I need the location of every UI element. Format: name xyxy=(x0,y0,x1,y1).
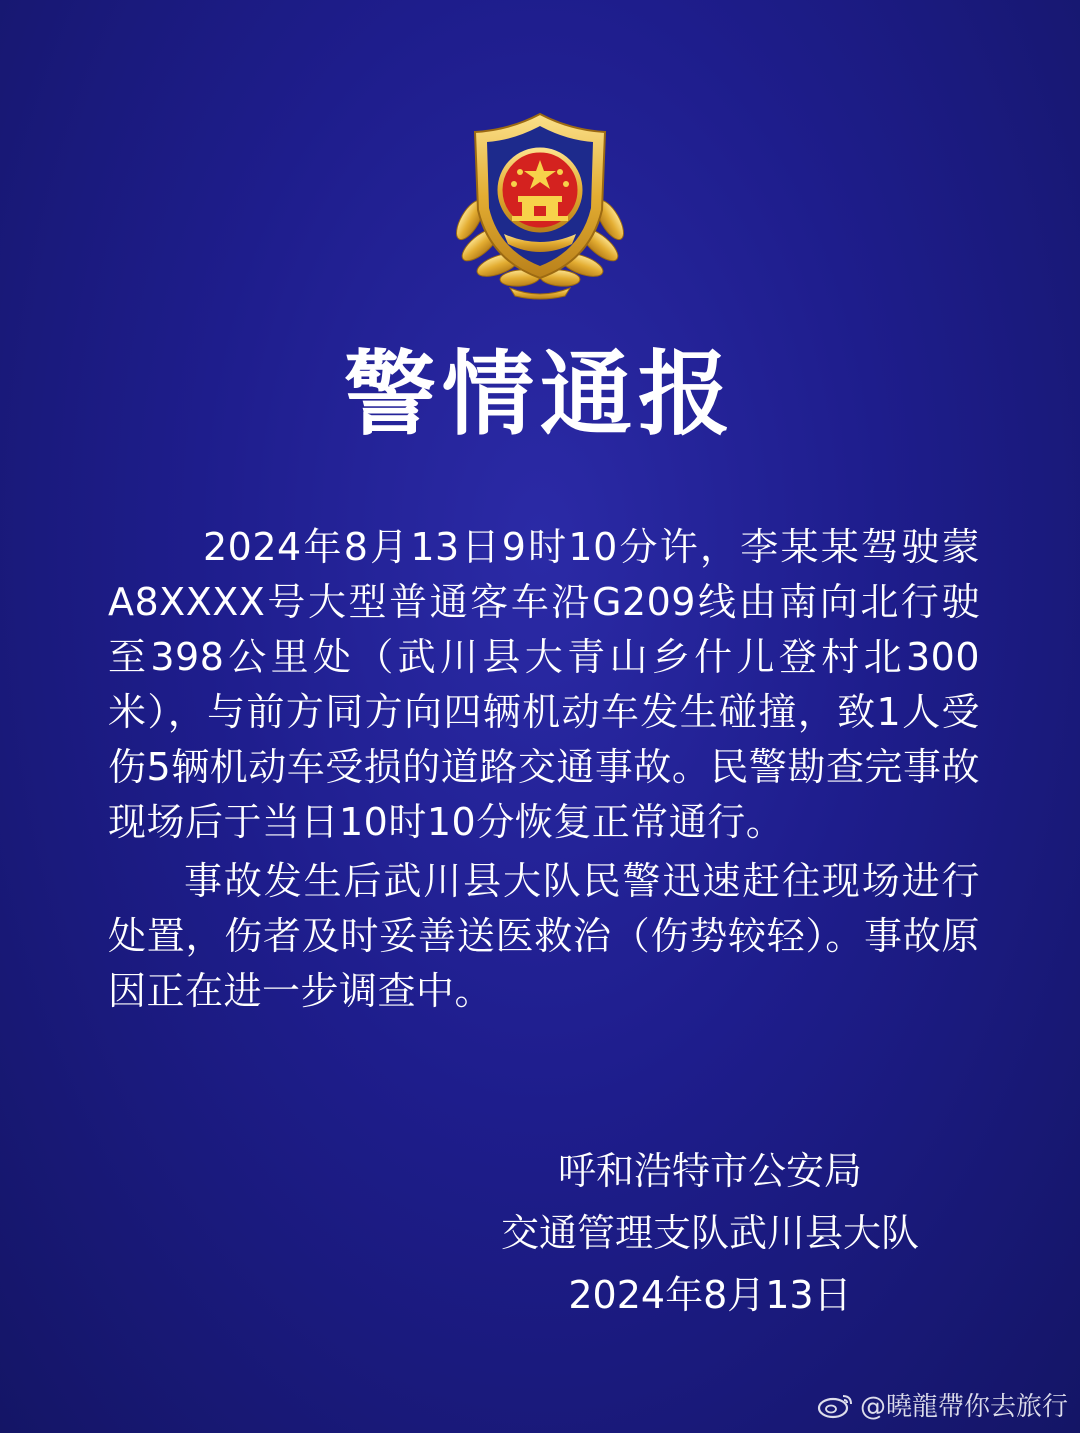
notice-paragraph: 事故发生后武川县大队民警迅速赶往现场进行处置，伤者及时妥善送医救治（伤势较轻）。事故原因正在进一步调查中。 xyxy=(108,859,980,1013)
weibo-icon xyxy=(816,1390,856,1420)
watermark xyxy=(816,1386,1068,1423)
signature-block xyxy=(470,1140,950,1326)
notice-body xyxy=(108,520,980,1023)
watermark-text: @曉龍帶你去旅行 xyxy=(859,1392,1068,1422)
notice-paragraph: 2024年8月13日9时10分许，李某某驾驶蒙A8XXXX号大型普通客车沿G209线由南向北行驶至398公里处（武川县大青山乡什儿登村北300米），与前方同方向四辆机动车发生碰撞，致1人受伤5辆机动车受损的道路交通事故。民警勘查完事故现场后于当日10时10分恢复正常通行。 xyxy=(108,525,980,844)
signature-date: 2024年8月13日 xyxy=(568,1273,852,1317)
police-emblem xyxy=(440,110,640,300)
signature-org-2: 交通管理支队武川县大队 xyxy=(500,1211,919,1255)
police-emblem-icon xyxy=(440,110,640,300)
signature-org-1: 呼和浩特市公安局 xyxy=(557,1149,862,1193)
page-title: 警情通报 xyxy=(343,341,736,448)
